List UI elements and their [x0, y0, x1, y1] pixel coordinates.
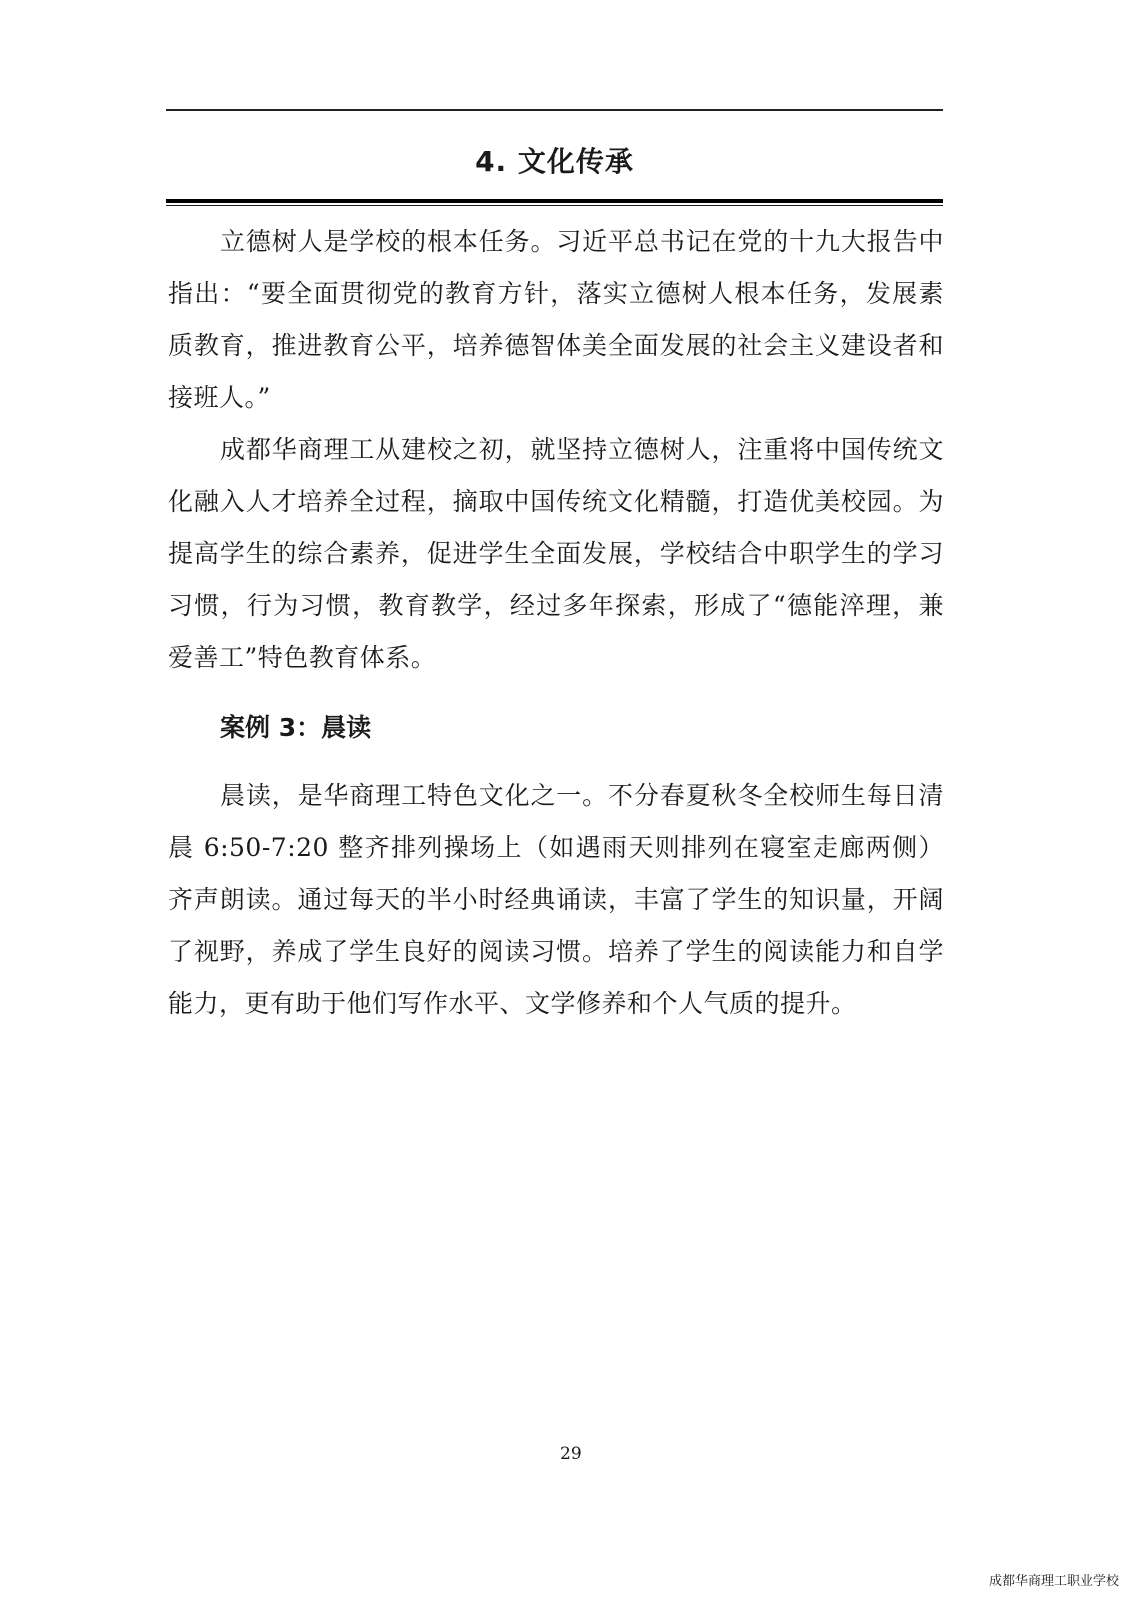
paragraph-school-culture: 成都华商理工从建校之初，就坚持立德树人，注重将中国传统文化融入人才培养全过程，摘取中国传统文化精髓，打造优美校园。为提高学生的综合素养，促进学生全面发展，学校结合中职学生的学习习惯，行为习惯，教育教学，经过多年探索，形成了“德能淬理，兼爱善工”特色教育体系。	[168, 435, 944, 672]
page-number: 29	[560, 1444, 582, 1464]
case-title: 案例 3：晨读	[220, 713, 372, 742]
footer-organization: 成都华商理工职业学校	[988, 1574, 1119, 1589]
section-title: 4. 文化传承	[475, 145, 634, 178]
header-rule-top	[166, 109, 943, 111]
header-rule-bottom-thin	[166, 205, 943, 206]
header-rule-bottom-thick	[166, 199, 943, 203]
paragraph-morning-reading: 晨读，是华商理工特色文化之一。不分春夏秋冬全校师生每日清晨 6:50-7:20 整齐排列操场上（如遇雨天则排列在寝室走廊两侧）齐声朗读。通过每天的半小时经典诵读，丰富了学生的知识量，开阔了视野，养成了学生良好的阅读习惯。培养了学生的阅读能力和自学能力，更有助于他们写作水平、文学修养和个人气质的提升。	[168, 781, 944, 1018]
paragraph-mission: 立德树人是学校的根本任务。习近平总书记在党的十九大报告中指出：“要全面贯彻党的教育方针，落实立德树人根本任务，发展素质教育，推进教育公平，培养德智体美全面发展的社会主义建设者和接班人。”	[168, 227, 944, 412]
